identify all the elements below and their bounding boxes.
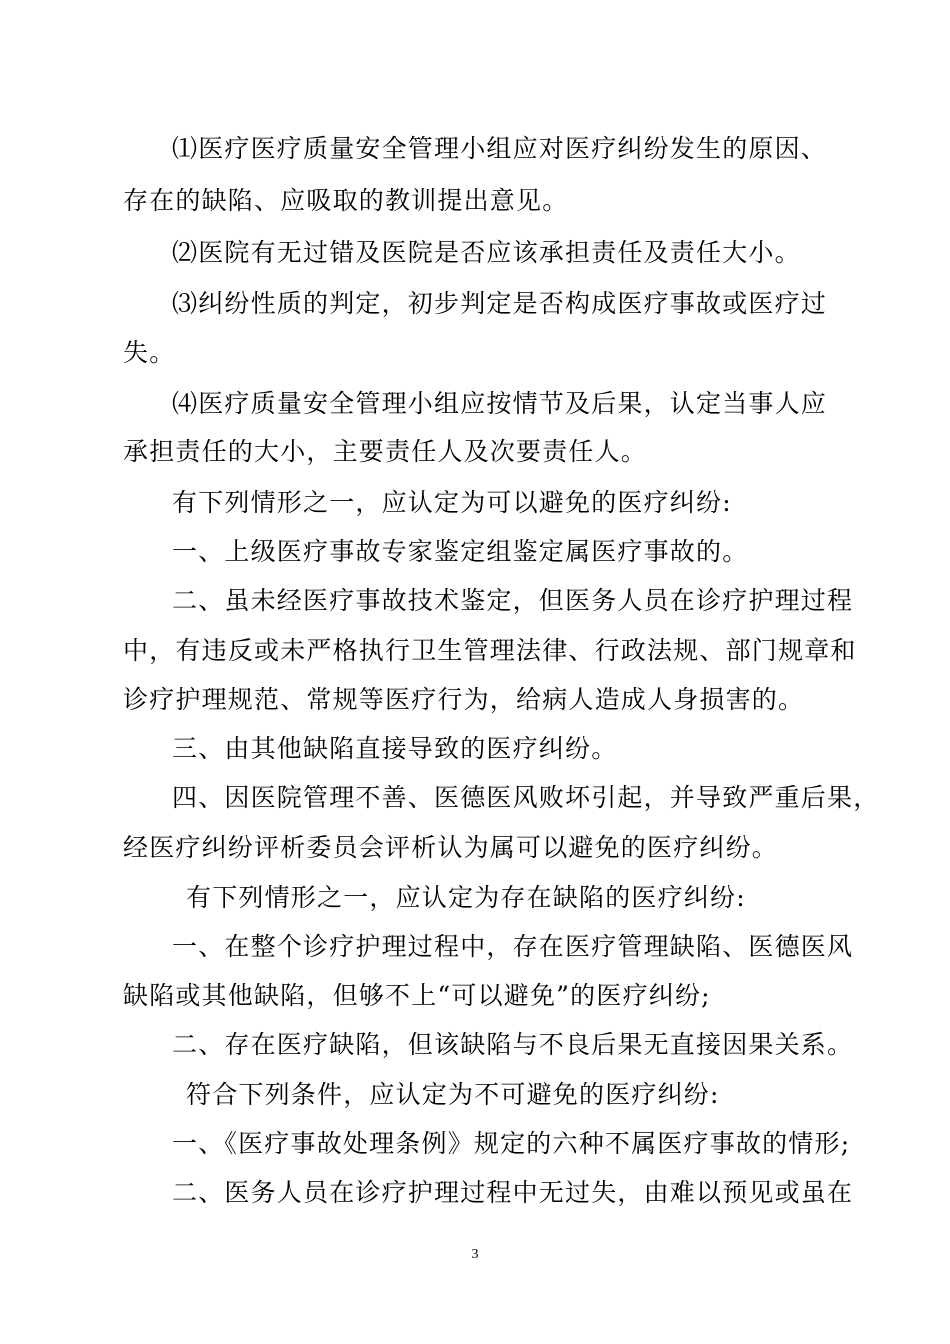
paragraph-line: 承担责任的大小，主要责任人及次要责任人。 bbox=[123, 437, 648, 466]
paragraph-line: 二、医务人员在诊疗护理过程中无过失，由难以预见或虽在 bbox=[172, 1178, 854, 1207]
paragraph-line: 缺陷或其他缺陷，但够不上“可以避免”的医疗纠纷; bbox=[123, 981, 711, 1010]
paragraph-line: 有下列情形之一，应认定为存在缺陷的医疗纠纷: bbox=[186, 883, 746, 912]
paragraph-line: 三、由其他缺陷直接导致的医疗纠纷。 bbox=[172, 734, 618, 763]
page-number: 3 bbox=[471, 1247, 479, 1262]
paragraph-line: ⑶纠纷性质的判定，初步判定是否构成医疗事故或医疗过 bbox=[172, 289, 828, 318]
paragraph-line: ⑴医疗医疗质量安全管理小组应对医疗纠纷发生的原因、 bbox=[172, 134, 828, 163]
paragraph-line: ⑷医疗质量安全管理小组应按情节及后果，认定当事人应 bbox=[172, 389, 828, 418]
paragraph-line: 二、存在医疗缺陷，但该缺陷与不良后果无直接因果关系。 bbox=[172, 1030, 854, 1059]
paragraph-line: 符合下列条件，应认定为不可避免的医疗纠纷: bbox=[186, 1080, 720, 1109]
paragraph-line: 中，有违反或未严格执行卫生管理法律、行政法规、部门规章和 bbox=[123, 636, 857, 665]
paragraph-line: 失。 bbox=[123, 338, 176, 367]
paragraph-line: 经医疗纠纷评析委员会评析认为属可以避免的医疗纠纷。 bbox=[123, 833, 779, 862]
paragraph-line: 一、上级医疗事故专家鉴定组鉴定属医疗事故的。 bbox=[172, 537, 749, 566]
paragraph-line: 一、《医疗事故处理条例》规定的六种不属医疗事故的情形; bbox=[172, 1129, 851, 1158]
paragraph-line: ⑵医院有无过错及医院是否应该承担责任及责任大小。 bbox=[172, 238, 801, 267]
paragraph-line: 二、虽未经医疗事故技术鉴定，但医务人员在诊疗护理过程 bbox=[172, 586, 854, 615]
paragraph-line: 四、因医院管理不善、医德医风败坏引起，并导致严重后果， bbox=[172, 783, 880, 812]
paragraph-line: 诊疗护理规范、常规等医疗行为，给病人造成人身损害的。 bbox=[123, 685, 805, 714]
paragraph-line: 有下列情形之一，应认定为可以避免的医疗纠纷: bbox=[172, 488, 732, 517]
paragraph-line: 一、在整个诊疗护理过程中，存在医疗管理缺陷、医德医风 bbox=[172, 932, 854, 961]
paragraph-line: 存在的缺陷、应吸取的教训提出意见。 bbox=[123, 186, 569, 215]
